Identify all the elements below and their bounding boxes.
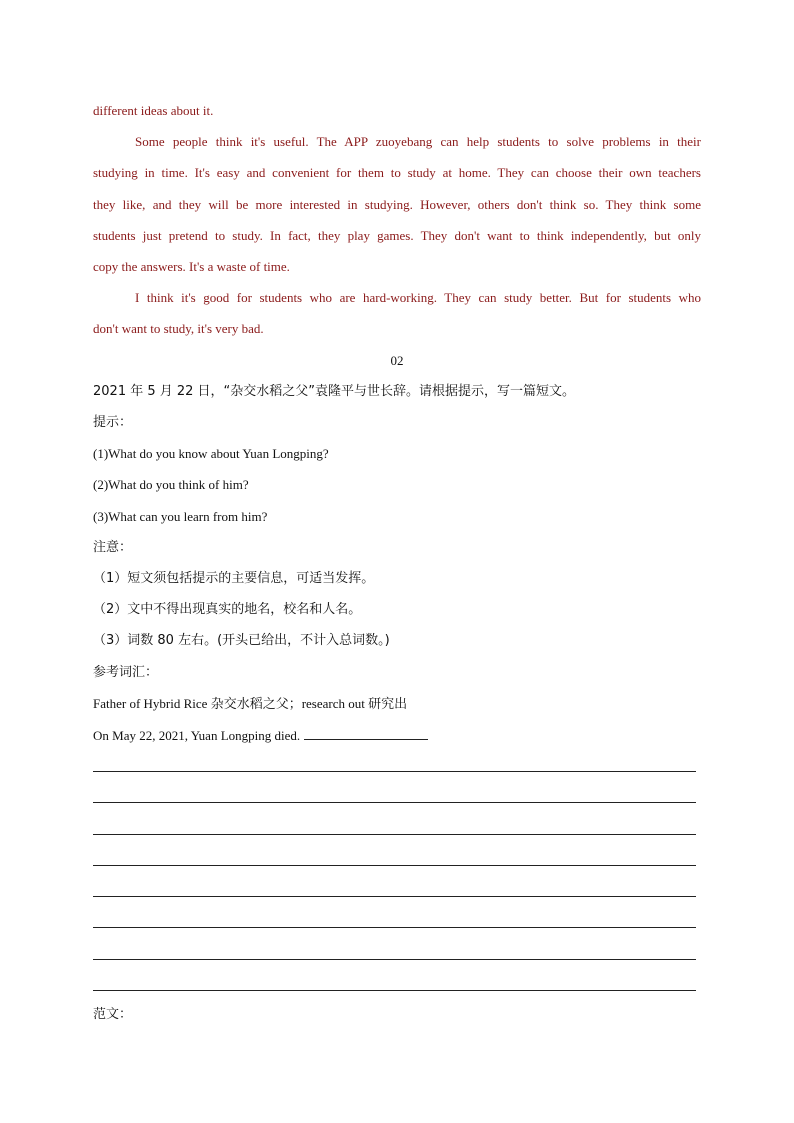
answer-line[interactable] [93,802,696,803]
answer-line[interactable] [93,990,696,991]
answer-line[interactable] [93,771,696,772]
note-3: （3）词数 80 左右。(开头已给出，不计入总词数。) [93,633,390,648]
task-intro: 2021 年 5 月 22 日，“杂交水稻之父”袁隆平与世长辞。请根据提示，写一篇短文。 [93,384,576,399]
passage-p2-line-1: I think it's good for students who are hard-working. They can study better. But for students who [135,290,701,305]
section-number: 02 [390,353,404,368]
passage-p1-line-3: they like, and they will be more interested in studying. However, others don't think so. They think some [93,197,701,212]
opening-sentence-row [93,727,701,744]
passage-p2-line-2: don't want to study, it's very bad. [93,321,264,336]
passage-p1-line-4: students just pretend to study. In fact, they play games. They don't want to think independently, but only [93,228,701,243]
vocab-label: 参考词汇： [93,665,159,680]
opening-blank[interactable] [304,727,428,740]
passage-p1-line-5: copy the answers. It's a waste of time. [93,259,290,274]
answer-line[interactable] [93,959,696,960]
note-2: （2）文中不得出现真实的地名，校名和人名。 [93,602,362,617]
hints-label: 提示： [93,415,133,430]
note-1: （1）短文须包括提示的主要信息，可适当发挥。 [93,571,375,586]
answer-line[interactable] [93,927,696,928]
opening-sentence: On May 22, 2021, Yuan Longping died. [93,728,301,743]
passage-p1-line-2: studying in time. It's easy and convenient for them to study at home. They can choose their own teachers [93,165,701,180]
sample-label: 范文： [93,1007,133,1022]
hint-2: (2)What do you think of him? [93,477,249,492]
passage-continuation-line: different ideas about it. [93,103,214,118]
notes-label: 注意： [93,540,133,555]
hint-3: (3)What can you learn from him? [93,509,268,524]
answer-line[interactable] [93,896,696,897]
passage-p1-line-1: Some people think it's useful. The APP zuoyebang can help students to solve problems in their [135,134,701,149]
vocab-line: Father of Hybrid Rice 杂交水稻之父；research out 研究出 [93,696,408,711]
answer-line[interactable] [93,834,696,835]
answer-line[interactable] [93,865,696,866]
hint-1: (1)What do you know about Yuan Longping? [93,446,329,461]
